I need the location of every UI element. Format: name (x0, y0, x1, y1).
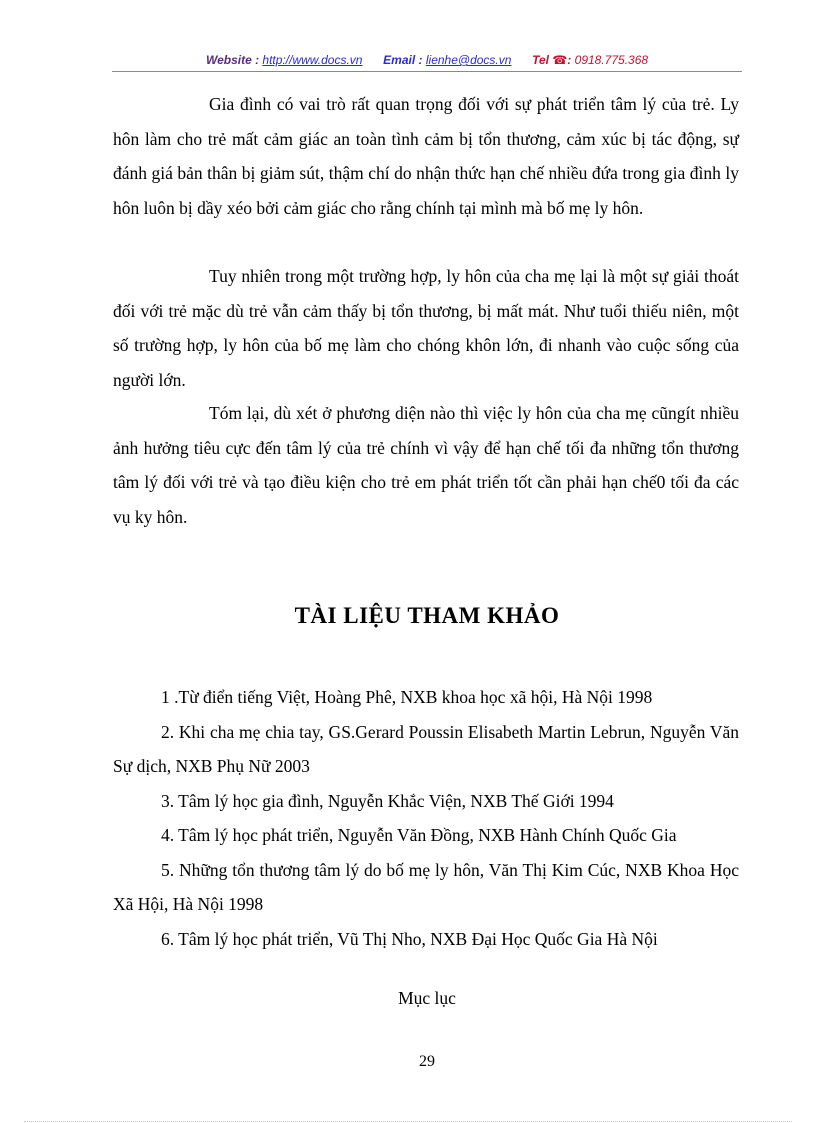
website-label: Website : (205, 53, 260, 67)
body-paragraph-1: Gia đình có vai trò rất quan trọng đối với sự phát triển tâm lý của trẻ. Ly hôn làm cho trẻ mất cảm giác an toàn tình cảm bị tổn thương, cảm xúc bị tác động, sự đánh giá bản thân bị giảm sút, thậm chí do nhận thức hạn chế nhiều đứa trong gia đình ly hôn luôn bị dầy xéo bởi cảm giác cho rằng chính tại mình mà bố mẹ ly hôn. (113, 94, 739, 218)
reference-item: 4. Tâm lý học phát triển, Nguyễn Văn Đồng, NXB Hành Chính Quốc Gia (161, 825, 677, 845)
body-paragraph-3: Tóm lại, dù xét ở phương diện nào thì việc ly hôn của cha mẹ cũngít nhiều ảnh hưởng tiêu cực đến tâm lý của trẻ chính vì vậy để hạn chế tối đa những tổn thương tâm lý đối với trẻ và tạo điều kiện cho trẻ em phát triển tốt cần phải hạn chế0 tối đa các vụ ky hôn. (113, 403, 739, 527)
reference-item: 1 .Từ điển tiếng Việt, Hoàng Phê, NXB khoa học xã hội, Hà Nội 1998 (161, 687, 653, 707)
references-list (113, 680, 739, 956)
tel-number: 0918.775.368 (574, 53, 649, 67)
header-divider (112, 71, 742, 72)
footer-divider (24, 1121, 792, 1122)
reference-item: 2. Khi cha mẹ chia tay, GS.Gerard Poussin Elisabeth Martin Lebrun, Nguyễn Văn Sự dịch, NXB Phụ Nữ 2003 (113, 721, 739, 776)
references-heading: TÀI LIỆU THAM KHẢO (294, 603, 560, 628)
reference-item: 3. Tâm lý học gia đình, Nguyễn Khắc Viện, NXB Thế Giới 1994 (161, 790, 614, 811)
reference-item: 6. Tâm lý học phát triển, Vũ Thị Nho, NXB Đại Học Quốc Gia Hà Nội (161, 928, 658, 949)
body-paragraph-2: Tuy nhiên trong một trường hợp, ly hôn của cha mẹ lại là một sự giải thoát đối với trẻ mặc dù trẻ vẫn cảm thấy bị tổn thương, bị mất mát. Như tuổi thiếu niên, một số trường hợp, ly hôn của bố mẹ làm cho chóng khôn lớn, đi nhanh vào cuộc sống của người lớn. (113, 266, 739, 390)
website-link[interactable]: http://www.docs.vn (262, 53, 363, 67)
tel-label: Tel ☎: (532, 53, 572, 67)
table-of-contents-label: Mục lục (398, 988, 456, 1008)
page-number: 29 (419, 1053, 435, 1070)
email-label: Email : (383, 53, 423, 67)
email-link[interactable]: lienhe@docs.vn (425, 53, 512, 67)
reference-item: 5. Những tổn thương tâm lý do bố mẹ ly hôn, Văn Thị Kim Cúc, NXB Khoa Học Xã Hội, Hà Nội 1998 (113, 859, 739, 914)
page-header (112, 50, 742, 70)
